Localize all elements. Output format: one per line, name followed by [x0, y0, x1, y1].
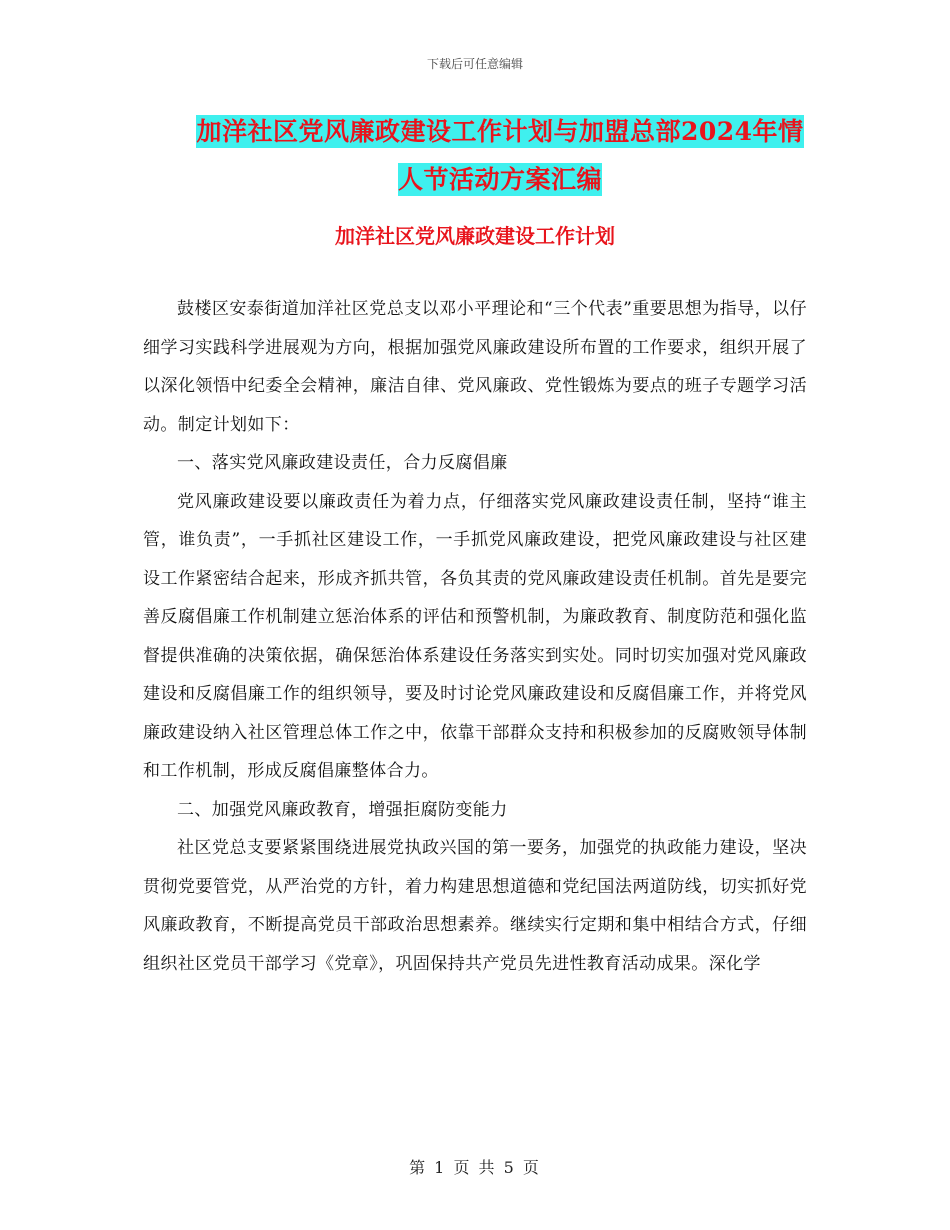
document-title-line-2: 人节活动方案汇编: [397, 165, 602, 194]
paragraph-body-1: 党风廉政建设要以廉政责任为着力点，仔细落实党风廉政建设责任制，坚持“谁主管，谁负责”，一手抓社区建设工作，一手抓党风廉政建设，把党风廉政建设与社区建设工作紧密结合起来，形成齐抓共管，各负其责的党风廉政建设责任机制。首先是要完善反腐倡廉工作机制建立惩治体系的评估和预警机制，为廉政教育、制度防范和强化监督提供准确的决策依据，确保惩治体系建设任务落实到实处。同时切实加强对党风廉政建设和反腐倡廉工作的组织领导，要及时讨论党风廉政建设和反腐倡廉工作，并将党风廉政建设纳入社区管理总体工作之中，依靠干部群众支持和积极参加的反腐败领导体制和工作机制，形成反腐倡廉整体合力。: [143, 491, 807, 781]
paragraph-heading-2: 二、加强党风廉政教育，增强拒腐防变能力: [177, 799, 508, 820]
document-title: [190, 108, 810, 204]
paragraph-intro: 鼓楼区安泰街道加洋社区党总支以邓小平理论和“三个代表”重要思想为指导，以仔细学习实践科学进展观为方向，根据加强党风廉政建设所布置的工作要求，组织开展了以深化领悟中纪委全会精神，廉洁自律、党风廉政、党性锻炼为要点的班子专题学习活动。制定计划如下：: [143, 299, 807, 435]
page-header-note: 下载后可任意编辑: [426, 57, 523, 71]
document-body: [143, 290, 807, 983]
paragraph-body-2: 社区党总支要紧紧围绕进展党执政兴国的第一要务，加强党的执政能力建设，坚决贯彻党要管党，从严治党的方针，着力构建思想道德和党纪国法两道防线，切实抓好党风廉政教育，不断提高党员干部政治思想素养。继续实行定期和集中相结合方式，仔细组织社区党员干部学习《党章》，巩固保持共产党员先进性教育活动成果。深化学: [143, 838, 807, 974]
paragraph-heading-1: 一、落实党风廉政建设责任，合力反腐倡廉: [177, 453, 508, 473]
section-title: 加洋社区党风廉政建设工作计划: [335, 224, 615, 248]
document-title-line-1: 加洋社区党风廉政建设工作计划与加盟总部2024年情: [196, 117, 804, 146]
page-number: 第 1 页 共 5 页: [409, 1158, 541, 1177]
